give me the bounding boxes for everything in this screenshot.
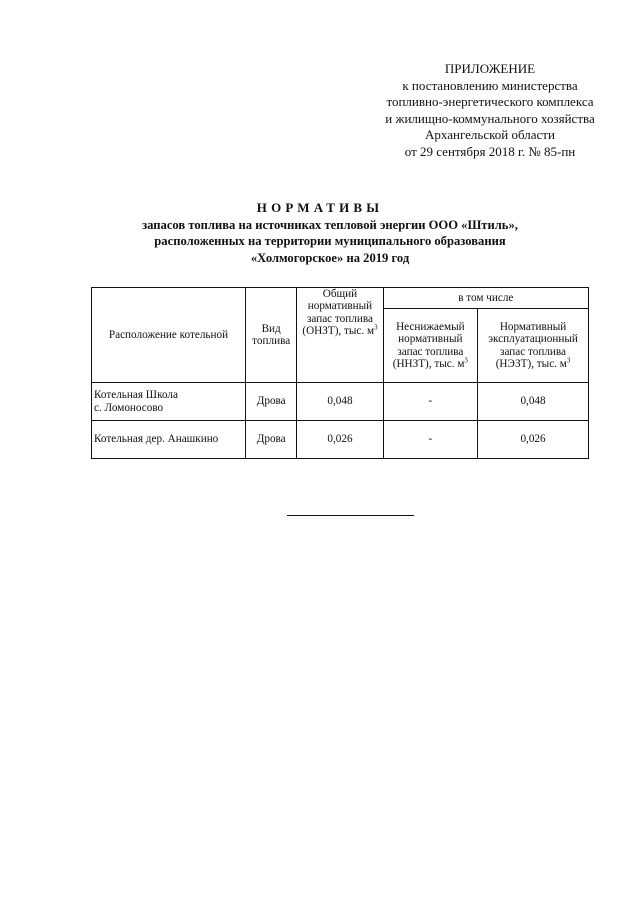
header-including: в том числе [383,288,588,309]
cell-nnzt: - [383,421,477,459]
cell-fuel: Дрова [246,421,297,459]
cell-total: 0,026 [297,421,383,459]
subtitle-line: запасов топлива на источниках тепловой энергии ООО «Штиль», [142,218,518,232]
header-nnzt: Неснижаемый нормативный запас топлива (ННЗТ), тыс. $м^3$ [383,309,477,383]
document-subtitle [80,217,580,266]
appendix-date-line: от 29 сентября 2018 г. № 85-пн [404,143,576,159]
table-row [92,383,589,421]
header-nezt: Нормативный эксплуатационный запас топлива (НЭЗТ), тыс. $м^3$ [478,309,589,383]
document-title: НОРМАТИВЫ [256,200,384,215]
unit-superscript: 3 [374,323,378,332]
table-header-row [92,288,589,309]
unit-superscript: 3 [566,356,571,365]
appendix-line: топливно-энергетического комплекса [386,94,594,110]
header-fuel-type: Вид топлива [246,288,297,383]
cell-nezt: 0,048 [478,383,589,421]
subtitle-line: расположенных на территории муниципального образования [154,234,506,249]
closing-divider-line [287,515,414,516]
header-total-reserve: Общий нормативный запас топлива (ОНЗТ), тыс. $м^3$ [297,288,383,383]
appendix-line: к постановлению министерства [402,77,578,93]
cell-location: Котельная дер. Анашкино [92,421,246,459]
cell-location: Котельная Школа с. Ломоносово [92,383,246,421]
appendix-line: Архангельской области [425,127,555,143]
cell-fuel: Дрова [246,383,297,421]
unit-superscript: 3 [464,356,468,365]
table-row [92,421,589,459]
appendix-line: и жилищно-коммунального хозяйства [385,110,595,126]
header-location: Расположение котельной [92,288,246,383]
subtitle-line: «Холмогорское» на 2019 год [250,250,410,265]
cell-nezt: 0,026 [478,421,589,459]
fuel-norms-table [91,287,589,459]
appendix-heading: ПРИЛОЖЕНИЕ [444,61,536,76]
cell-total: 0,048 [297,383,383,421]
cell-nnzt: - [383,383,477,421]
appendix-block [340,61,640,161]
